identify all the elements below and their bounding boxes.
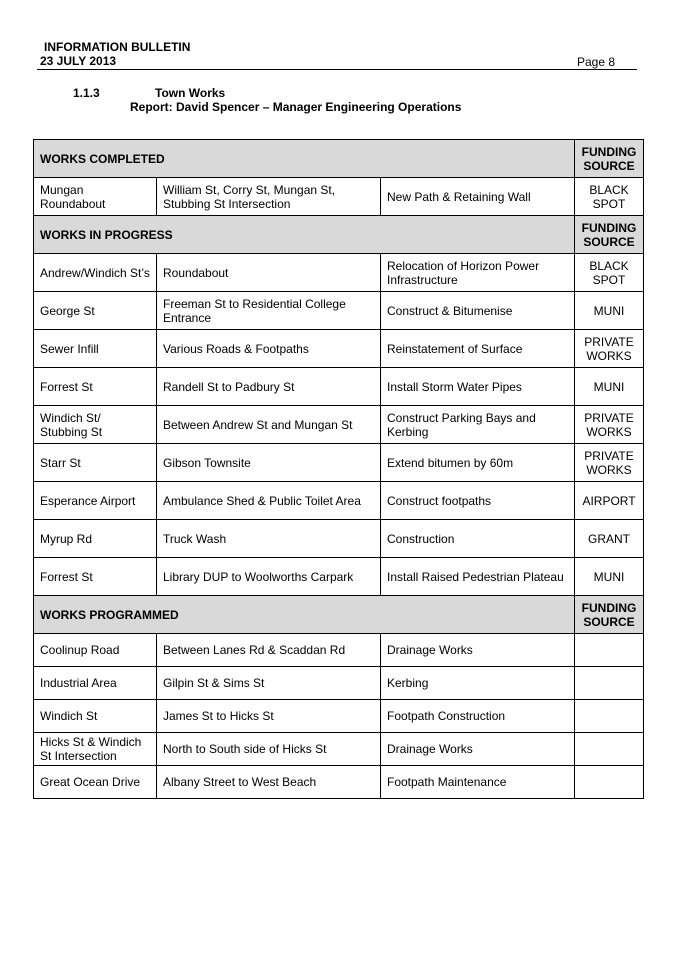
- extent-cell: William St, Corry St, Mungan St, Stubbing St Intersection: [157, 178, 381, 216]
- funding-source-cell: MUNI: [575, 368, 644, 406]
- header-divider: [37, 69, 637, 70]
- location-cell: Forrest St: [34, 368, 157, 406]
- table-row: [34, 766, 644, 799]
- location-cell: Hicks St & Windich St Intersection: [34, 733, 157, 766]
- work-description-cell: Install Storm Water Pipes: [381, 368, 575, 406]
- funding-source-cell: [575, 700, 644, 733]
- extent-cell: Library DUP to Woolworths Carpark: [157, 558, 381, 596]
- location-cell: Sewer Infill: [34, 330, 157, 368]
- funding-source-cell: MUNI: [575, 558, 644, 596]
- work-description-cell: Construct footpaths: [381, 482, 575, 520]
- funding-source-cell: BLACK SPOT: [575, 254, 644, 292]
- location-cell: George St: [34, 292, 157, 330]
- extent-cell: Between Lanes Rd & Scaddan Rd: [157, 634, 381, 667]
- table-row: [34, 368, 644, 406]
- table-row: [34, 330, 644, 368]
- extent-cell: Ambulance Shed & Public Toilet Area: [157, 482, 381, 520]
- extent-cell: Gibson Townsite: [157, 444, 381, 482]
- table-row: [34, 254, 644, 292]
- work-description-cell: Drainage Works: [381, 733, 575, 766]
- work-description-cell: Kerbing: [381, 667, 575, 700]
- funding-source-cell: MUNI: [575, 292, 644, 330]
- work-description-cell: Footpath Construction: [381, 700, 575, 733]
- extent-cell: Randell St to Padbury St: [157, 368, 381, 406]
- work-description-cell: Relocation of Horizon Power Infrastructure: [381, 254, 575, 292]
- funding-source-cell: AIRPORT: [575, 482, 644, 520]
- extent-cell: Albany Street to West Beach: [157, 766, 381, 799]
- group-heading: WORKS PROGRAMMED: [34, 596, 575, 634]
- section-number: 1.1.3: [73, 86, 100, 100]
- work-description-cell: Construct & Bitumenise: [381, 292, 575, 330]
- work-description-cell: Drainage Works: [381, 634, 575, 667]
- extent-cell: Various Roads & Footpaths: [157, 330, 381, 368]
- extent-cell: North to South side of Hicks St: [157, 733, 381, 766]
- table-row: [34, 292, 644, 330]
- table-row: [34, 444, 644, 482]
- funding-source-header: FUNDING SOURCE: [575, 216, 644, 254]
- bulletin-title: INFORMATION BULLETIN: [44, 40, 191, 54]
- location-cell: Forrest St: [34, 558, 157, 596]
- funding-source-cell: [575, 766, 644, 799]
- extent-cell: James St to Hicks St: [157, 700, 381, 733]
- town-works-table-body: [34, 140, 644, 799]
- table-row: [34, 178, 644, 216]
- funding-source-cell: BLACK SPOT: [575, 178, 644, 216]
- work-description-cell: Footpath Maintenance: [381, 766, 575, 799]
- work-description-cell: Reinstatement of Surface: [381, 330, 575, 368]
- work-description-cell: New Path & Retaining Wall: [381, 178, 575, 216]
- funding-source-cell: [575, 733, 644, 766]
- work-description-cell: Construct Parking Bays and Kerbing: [381, 406, 575, 444]
- location-cell: Windich St: [34, 700, 157, 733]
- funding-source-cell: GRANT: [575, 520, 644, 558]
- table-row: [34, 667, 644, 700]
- group-header-row: [34, 216, 644, 254]
- location-cell: Myrup Rd: [34, 520, 157, 558]
- work-description-cell: Construction: [381, 520, 575, 558]
- extent-cell: Freeman St to Residential College Entrance: [157, 292, 381, 330]
- location-cell: Industrial Area: [34, 667, 157, 700]
- funding-source-cell: [575, 667, 644, 700]
- table-row: [34, 634, 644, 667]
- section-report-byline: Report: David Spencer – Manager Engineering Operations: [130, 100, 462, 114]
- funding-source-cell: PRIVATE WORKS: [575, 444, 644, 482]
- table-row: [34, 482, 644, 520]
- location-cell: Great Ocean Drive: [34, 766, 157, 799]
- location-cell: Windich St/ Stubbing St: [34, 406, 157, 444]
- extent-cell: Between Andrew St and Mungan St: [157, 406, 381, 444]
- location-cell: Coolinup Road: [34, 634, 157, 667]
- table-row: [34, 406, 644, 444]
- group-header-row: [34, 596, 644, 634]
- extent-cell: Truck Wash: [157, 520, 381, 558]
- location-cell: Mungan Roundabout: [34, 178, 157, 216]
- bulletin-date: 23 JULY 2013: [40, 54, 117, 68]
- location-cell: Andrew/Windich St’s: [34, 254, 157, 292]
- table-row: [34, 558, 644, 596]
- table-row: [34, 700, 644, 733]
- extent-cell: Gilpin St & Sims St: [157, 667, 381, 700]
- section-title: Town Works: [155, 86, 226, 100]
- funding-source-cell: PRIVATE WORKS: [575, 406, 644, 444]
- location-cell: Starr St: [34, 444, 157, 482]
- group-heading: WORKS IN PROGRESS: [34, 216, 575, 254]
- funding-source-header: FUNDING SOURCE: [575, 596, 644, 634]
- group-header-row: [34, 140, 644, 178]
- page-number: Page 8: [577, 55, 616, 69]
- work-description-cell: Install Raised Pedestrian Plateau: [381, 558, 575, 596]
- work-description-cell: Extend bitumen by 60m: [381, 444, 575, 482]
- location-cell: Esperance Airport: [34, 482, 157, 520]
- funding-source-cell: PRIVATE WORKS: [575, 330, 644, 368]
- table-row: [34, 520, 644, 558]
- funding-source-cell: [575, 634, 644, 667]
- table-row: [34, 733, 644, 766]
- town-works-table: [33, 139, 644, 799]
- group-heading: WORKS COMPLETED: [34, 140, 575, 178]
- extent-cell: Roundabout: [157, 254, 381, 292]
- funding-source-header: FUNDING SOURCE: [575, 140, 644, 178]
